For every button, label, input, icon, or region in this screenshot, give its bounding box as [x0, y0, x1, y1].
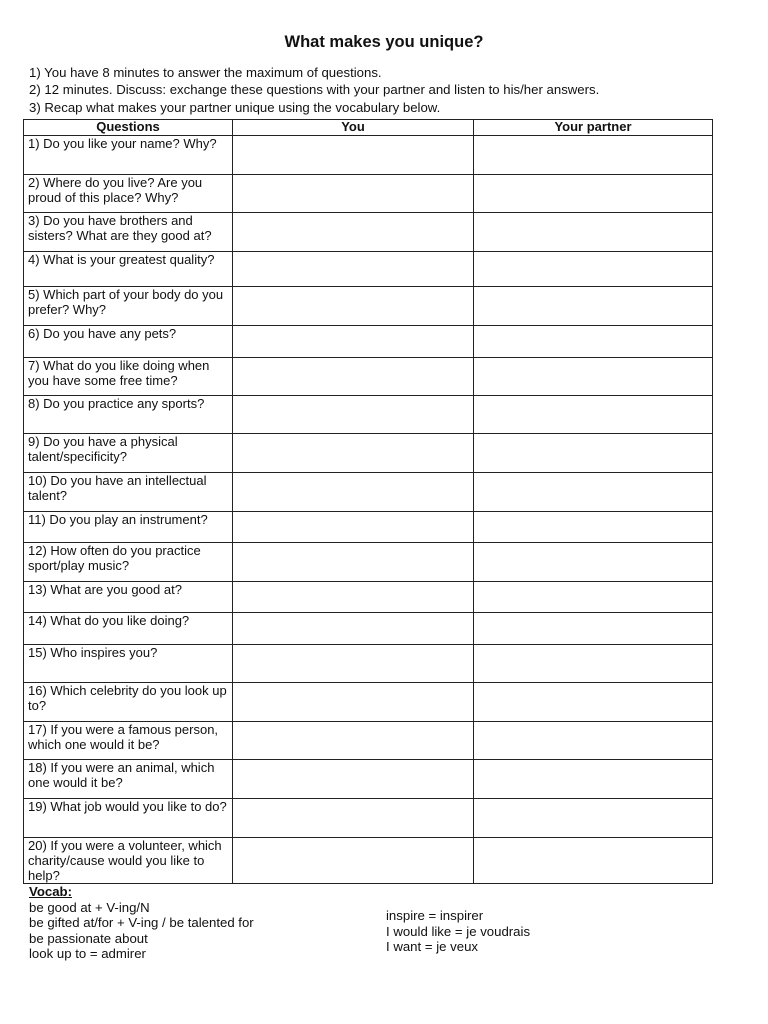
question-cell: 8) Do you practice any sports?	[24, 396, 233, 434]
partner-answer-cell[interactable]	[474, 512, 713, 543]
partner-answer-cell[interactable]	[474, 213, 713, 252]
you-answer-cell[interactable]	[233, 287, 474, 326]
you-answer-cell[interactable]	[233, 326, 474, 358]
table-row	[24, 683, 713, 722]
vocab-section	[29, 884, 254, 962]
question-cell: 14) What do you like doing?	[24, 613, 233, 645]
question-cell: 20) If you were a volunteer, which charity/cause would you like to help?	[24, 838, 233, 884]
vocab-right-2: I would like = je voudrais	[386, 923, 531, 939]
question-cell: 11) Do you play an instrument?	[24, 512, 233, 543]
partner-answer-cell[interactable]	[474, 799, 713, 838]
instruction-2: 2) 12 minutes. Discuss: exchange these questions with your partner and listen to his/her answers.	[29, 82, 600, 98]
page-title: What makes you unique?	[284, 33, 484, 51]
partner-answer-cell[interactable]	[474, 543, 713, 582]
question-cell: 15) Who inspires you?	[24, 645, 233, 683]
you-answer-cell[interactable]	[233, 760, 474, 799]
partner-answer-cell[interactable]	[474, 683, 713, 722]
question-cell: 7) What do you like doing when you have some free time?	[24, 358, 233, 396]
questions-table	[23, 119, 713, 884]
instruction-1: 1) You have 8 minutes to answer the maximum of questions.	[29, 65, 382, 80]
you-answer-cell[interactable]	[233, 512, 474, 543]
vocab-right	[386, 908, 530, 955]
vocab-left-4: look up to = admirer	[29, 946, 146, 962]
vocab-label: Vocab:	[29, 884, 72, 899]
table-row	[24, 613, 713, 645]
table-row	[24, 645, 713, 683]
you-answer-cell[interactable]	[233, 582, 474, 613]
table-row	[24, 760, 713, 799]
partner-answer-cell[interactable]	[474, 358, 713, 396]
partner-answer-cell[interactable]	[474, 434, 713, 473]
table-row	[24, 287, 713, 326]
you-answer-cell[interactable]	[233, 722, 474, 760]
table-row	[24, 473, 713, 512]
partner-answer-cell[interactable]	[474, 287, 713, 326]
table-header-row	[24, 120, 713, 136]
you-answer-cell[interactable]	[233, 175, 474, 213]
question-cell: 19) What job would you like to do?	[24, 799, 233, 838]
table-row	[24, 175, 713, 213]
question-cell: 1) Do you like your name? Why?	[24, 136, 233, 175]
question-cell: 2) Where do you live? Are you proud of this place? Why?	[24, 175, 233, 213]
question-cell: 3) Do you have brothers and sisters? What are they good at?	[24, 213, 233, 252]
question-cell: 9) Do you have a physical talent/specificity?	[24, 434, 233, 473]
instructions	[29, 64, 599, 116]
question-cell: 6) Do you have any pets?	[24, 326, 233, 358]
partner-answer-cell[interactable]	[474, 582, 713, 613]
you-answer-cell[interactable]	[233, 213, 474, 252]
vocab-left-3: be passionate about	[29, 930, 148, 946]
partner-answer-cell[interactable]	[474, 252, 713, 287]
table-row	[24, 434, 713, 473]
you-answer-cell[interactable]	[233, 613, 474, 645]
vocab-right-3: I want = je veux	[386, 939, 478, 955]
you-answer-cell[interactable]	[233, 136, 474, 175]
question-cell: 5) Which part of your body do you prefer? Why?	[24, 287, 233, 326]
you-answer-cell[interactable]	[233, 645, 474, 683]
table-row	[24, 213, 713, 252]
table-row	[24, 799, 713, 838]
you-answer-cell[interactable]	[233, 358, 474, 396]
table-row	[24, 358, 713, 396]
question-cell: 4) What is your greatest quality?	[24, 252, 233, 287]
you-answer-cell[interactable]	[233, 543, 474, 582]
partner-answer-cell[interactable]	[474, 838, 713, 884]
partner-answer-cell[interactable]	[474, 136, 713, 175]
table-row	[24, 252, 713, 287]
you-answer-cell[interactable]	[233, 396, 474, 434]
question-cell: 16) Which celebrity do you look up to?	[24, 683, 233, 722]
partner-answer-cell[interactable]	[474, 396, 713, 434]
question-cell: 17) If you were a famous person, which one would it be?	[24, 722, 233, 760]
header-you: You	[233, 120, 474, 136]
table-row	[24, 722, 713, 760]
you-answer-cell[interactable]	[233, 683, 474, 722]
header-partner: Your partner	[474, 120, 713, 136]
question-cell: 10) Do you have an intellectual talent?	[24, 473, 233, 512]
question-cell: 13) What are you good at?	[24, 582, 233, 613]
you-answer-cell[interactable]	[233, 434, 474, 473]
vocab-left-2: be gifted at/for + V-ing / be talented for	[29, 915, 254, 931]
partner-answer-cell[interactable]	[474, 175, 713, 213]
vocab-left-1: be good at + V-ing/N	[29, 899, 150, 915]
question-cell: 18) If you were an animal, which one would it be?	[24, 760, 233, 799]
vocab-right-1: inspire = inspirer	[386, 908, 484, 923]
partner-answer-cell[interactable]	[474, 326, 713, 358]
table-row	[24, 838, 713, 884]
table-row	[24, 543, 713, 582]
table-row	[24, 136, 713, 175]
partner-answer-cell[interactable]	[474, 645, 713, 683]
you-answer-cell[interactable]	[233, 838, 474, 884]
table-row	[24, 326, 713, 358]
partner-answer-cell[interactable]	[474, 722, 713, 760]
partner-answer-cell[interactable]	[474, 473, 713, 512]
you-answer-cell[interactable]	[233, 473, 474, 512]
table-row	[24, 582, 713, 613]
table-row	[24, 512, 713, 543]
you-answer-cell[interactable]	[233, 799, 474, 838]
table-row	[24, 396, 713, 434]
partner-answer-cell[interactable]	[474, 760, 713, 799]
you-answer-cell[interactable]	[233, 252, 474, 287]
partner-answer-cell[interactable]	[474, 613, 713, 645]
header-questions: Questions	[24, 120, 233, 136]
question-cell: 12) How often do you practice sport/play music?	[24, 543, 233, 582]
instruction-3: 3) Recap what makes your partner unique using the vocabulary below.	[29, 99, 441, 115]
